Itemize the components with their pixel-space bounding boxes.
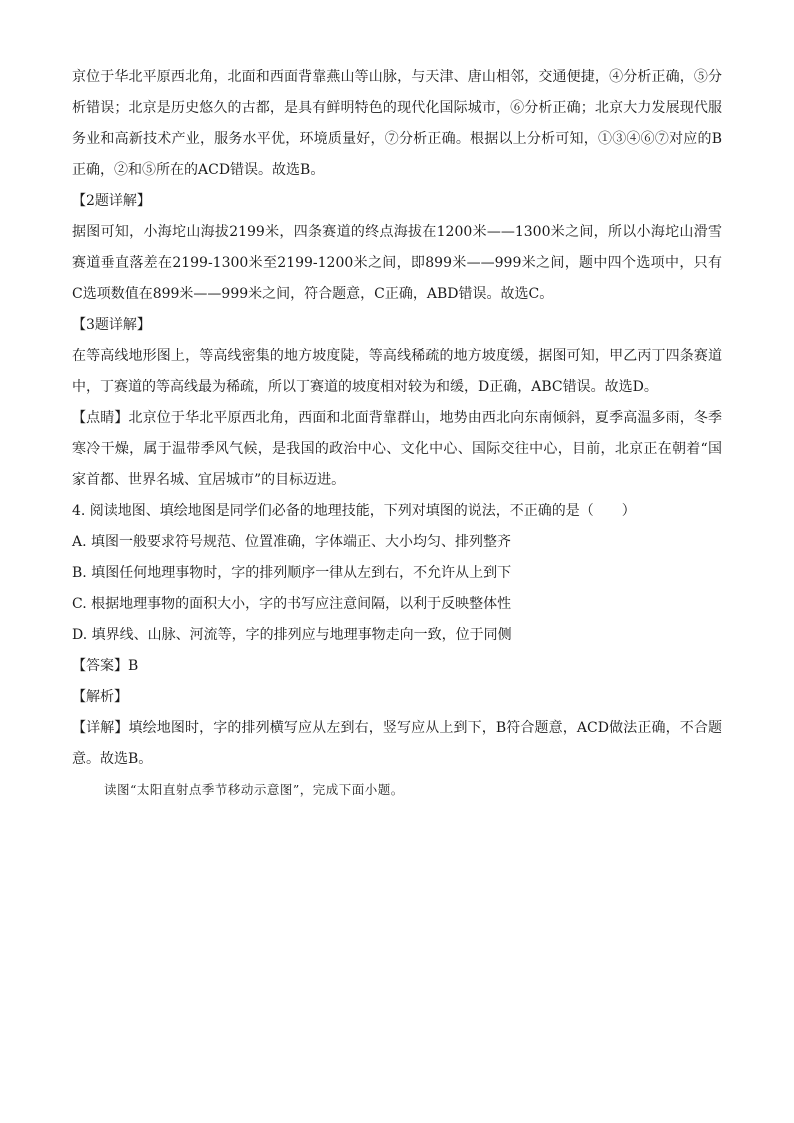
paragraph-beijing-analysis: 京位于华北平原西北角，北面和西面背靠燕山等山脉，与天津、唐山相邻，交通便捷，④分析正确，⑤分析错误；北京是历史悠久的古都，是具有鲜明特色的现代化国际城市，⑥分析正确；北京大力发展现代服务业和高新技术产业，服务水平优，环境质量好，⑦分析正确。根据以上分析可知，①③④⑥⑦对应的B正确，②和⑤所在的ACD错误。故选B。 (72, 69, 722, 178)
question-4-option-d: D. 填界线、山脉、河流等，字的排列应与地理事物走向一致，位于同侧 (72, 627, 512, 643)
paragraph-question-2-detail: 据图可知，小海坨山海拔2199米，四条赛道的终点海拔在1200米——1300米之间，所以小海坨山滑雪赛道垂直落差在2199-1300米至2199-1200米之间，即899米——999米之间，题中四个选项中，只有C选项数值在899米——999米之间，符合题意，C正确，ABD错误。故选C。 (72, 224, 722, 302)
paragraph-question-3-detail: 在等高线地形图上，等高线密集的地方坡度陡，等高线稀疏的地方坡度缓，据图可知，甲乙丙丁四条赛道中，丁赛道的等高线最为稀疏，所以丁赛道的坡度相对较为和缓，D正确，ABC错误。故选D。 (72, 348, 722, 395)
document-page (72, 62, 722, 803)
question-4-option-c: C. 根据地理事物的面积大小，字的书写应注意间隔，以利于反映整体性 (72, 596, 512, 612)
paragraph-key-point: 【点睛】北京位于华北平原西北角，西面和北面背靠群山，地势由西北向东南倾斜，夏季高温多雨，冬季寒冷干燥，属于温带季风气候，是我国的政治中心、文化中心、国际交往中心，目前，北京正在朝着“国家首都、世界名城、宜居城市”的目标迈进。 (72, 410, 722, 488)
question-4-option-a: A. 填图一般要求符号规范、位置准确，字体端正、大小均匀、排列整齐 (72, 534, 512, 550)
question-4-stem: 4. 阅读地图、填绘地图是同学们必备的地理技能，下列对填图的说法，不正确的是（ ） (72, 503, 636, 519)
question-4-analysis-heading: 【解析】 (72, 689, 128, 705)
question-4-answer: 【答案】B (72, 658, 139, 674)
question-4-detail: 【详解】填绘地图时，字的排列横写应从左到右，竖写应从上到下，B符合题意，ACD做法正确，不合题意。故选B。 (72, 720, 722, 767)
question-4-option-b: B. 填图任何地理事物时，字的排列顺序一律从左到右，不允许从上到下 (72, 565, 512, 581)
heading-question-2-detail: 【2题详解】 (72, 193, 151, 209)
heading-question-3-detail: 【3题详解】 (72, 317, 151, 333)
figure-reading-instruction: 读图“太阳直射点季节移动示意图”，完成下面小题。 (104, 782, 404, 797)
